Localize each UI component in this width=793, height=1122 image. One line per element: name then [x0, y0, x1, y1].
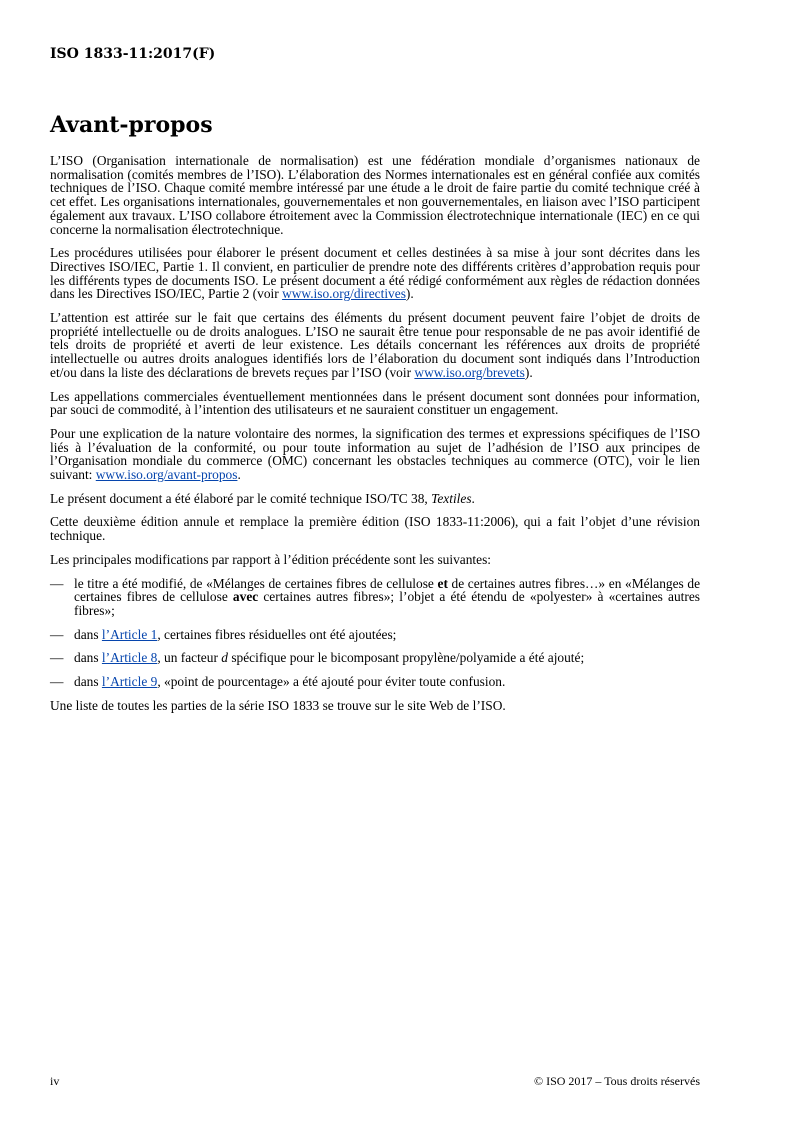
bold-text: et	[437, 575, 448, 591]
page-title: Avant-propos	[50, 112, 213, 138]
document-id-header: ISO 1833-11:2017(F)	[50, 46, 216, 62]
text-run: , «point de pourcentage» a été ajouté pour éviter toute confusion.	[157, 674, 506, 690]
paragraph-text: L’attention est attirée sur le fait que certains des éléments du présent document peuvent faire l’objet de droits de propriété intellectuelle ou de droits analogues. L’ISO ne saurait être tenue pour responsable de ne pas avoir identifié de tels droits de propriété et averti de leur existence. Les détails concernant les références aux droits de propriété intellectuelle ou autres droits analogues identifiés lors de l’élaboration du document sont indiqués dans l’Introduction et/ou dans la liste des déclarations de brevets reçues par l’ISO (voir	[50, 310, 700, 380]
paragraph-text: Le présent document a été élaboré par le comité technique ISO/TC 38,	[50, 490, 432, 506]
paragraph-committee	[50, 492, 700, 506]
paragraph-changes-intro: Les principales modifications par rapport à l’édition précédente sont les suivantes:	[50, 551, 492, 567]
text-run: dans	[74, 626, 102, 642]
paragraph-text: ).	[524, 364, 533, 380]
article-9-link[interactable]: l’Article 9	[101, 674, 158, 690]
paragraph-procedures	[50, 246, 700, 301]
paragraph-text: .	[237, 467, 241, 483]
text-run: de certaines autres fibres…» en «Mélanges de certaines fibres de cellulose	[74, 575, 701, 605]
paragraph-patents	[50, 311, 700, 380]
paragraph-series-list: Une liste de toutes les parties de la série ISO 1833 se trouve sur le site Web de l’ISO.	[50, 697, 506, 713]
text-run: certaines autres fibres»; l’objet a été étendu de «polyester» à «certaines autres fibres»;	[74, 589, 700, 618]
list-item-text	[74, 675, 700, 689]
list-item	[50, 577, 700, 618]
list-dash: —	[50, 575, 64, 591]
list-dash: —	[50, 674, 64, 690]
committee-name: Textiles	[431, 490, 472, 506]
text-run: le titre a été modifié, de «Mélanges de certaines fibres de cellulose	[74, 575, 438, 591]
paragraph-trade-names: Les appellations commerciales éventuellement mentionnées dans le présent document sont données pour information, par souci de commodité, à l’intention des utilisateurs et ne sauraient constituer un engagement.	[50, 388, 700, 418]
directives-link[interactable]: www.iso.org/directives	[282, 286, 406, 302]
paragraph-voluntary-nature	[50, 427, 700, 482]
copyright-notice: © ISO 2017 – Tous droits réservés	[533, 1074, 700, 1088]
list-dash: —	[50, 626, 64, 642]
article-1-link[interactable]: l’Article 1	[101, 626, 158, 642]
list-item-text	[74, 651, 700, 665]
bold-text: avec	[232, 589, 259, 605]
list-item-text	[74, 577, 700, 618]
paragraph-edition: Cette deuxième édition annule et remplace la première édition (ISO 1833-11:2006), qui a fait l’objet d’une révision technique.	[50, 514, 700, 544]
patents-link[interactable]: www.iso.org/brevets	[414, 364, 525, 380]
article-8-link[interactable]: l’Article 8	[101, 650, 158, 666]
list-item	[50, 651, 700, 665]
text-run: , certaines fibres résiduelles ont été ajoutées;	[157, 626, 397, 642]
text-run: dans	[74, 650, 102, 666]
paragraph-text: .	[471, 490, 475, 506]
paragraph-text: ).	[405, 286, 414, 302]
paragraph-iso-intro: L’ISO (Organisation internationale de normalisation) est une fédération mondiale d’organismes nationaux de normalisation (comités membres de l’ISO). L’élaboration des Normes internationales est en général confiée aux comités techniques de l’ISO. Chaque comité membre intéressé par une étude a le droit de faire partie du comité technique créé à cet effet. Les organisations internationales, gouvernementales et non gouvernementales, en liaison avec l’ISO participent également aux travaux. L’ISO collabore étroitement avec la Commission électrotechnique internationale (IEC) en ce qui concerne la normalisation électrotechnique.	[50, 153, 700, 237]
page-number: iv	[50, 1074, 60, 1088]
paragraph-text: Pour une explication de la nature volontaire des normes, la signification des termes et expressions spécifiques de l’ISO liés à l’évaluation de la conformité, ou pour toute information au sujet de l’adhésion de l’ISO aux principes de l’Organisation mondiale du commerce (OMC) concernant les obstacles techniques au commerce (OTC), voir le lien suivant:	[50, 425, 700, 483]
paragraph-text: Les procédures utilisées pour élaborer le présent document et celles destinées à sa mise à jour sont décrites dans les Directives ISO/IEC, Partie 1. Il convient, en particulier de prendre note des différents critères d’approbation requis pour les différents types de documents ISO. Le présent document a été rédigé conformément aux règles de rédaction données dans les Directives ISO/IEC, Partie 2 (voir	[50, 245, 700, 302]
list-item-text	[74, 628, 700, 642]
list-item	[50, 675, 700, 689]
list-item	[50, 628, 700, 642]
foreword-link[interactable]: www.iso.org/avant-propos	[95, 467, 238, 483]
italic-text: d	[221, 650, 228, 666]
text-run: , un facteur	[157, 650, 222, 666]
foreword-body	[50, 154, 700, 723]
list-dash: —	[50, 650, 64, 666]
text-run: spécifique pour le bicomposant propylène/polyamide a été ajouté;	[227, 650, 585, 666]
text-run: dans	[74, 674, 102, 690]
